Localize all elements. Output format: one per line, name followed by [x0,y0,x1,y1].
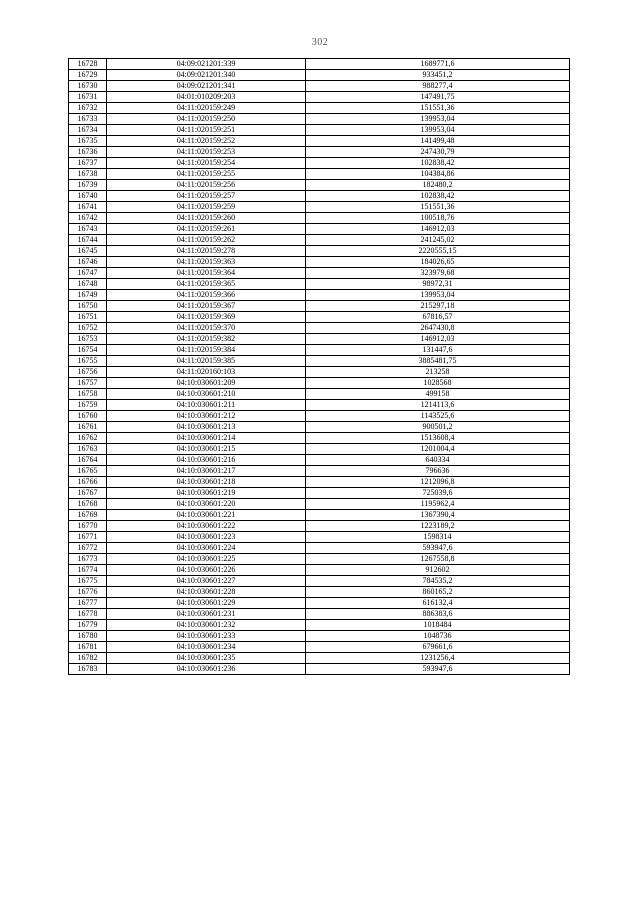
row-number-cell: 16782 [69,653,107,664]
table-row [69,114,570,125]
cadastral-value-cell: 67816,57 [306,312,570,323]
cadastral-value-cell: 146912,03 [306,334,570,345]
cadastral-number-cell: 04:11:020159:366 [107,290,306,301]
table-row [69,609,570,620]
row-number-cell: 16758 [69,389,107,400]
cadastral-value-cell: 725039,6 [306,488,570,499]
table-row [69,235,570,246]
table-row [69,554,570,565]
table-row [69,433,570,444]
row-number-cell: 16775 [69,576,107,587]
row-number-cell: 16781 [69,642,107,653]
cadastral-value-cell: 184026,65 [306,257,570,268]
cadastral-value-cell: 1143525,6 [306,411,570,422]
cadastral-value-cell: 933451,2 [306,70,570,81]
row-number-cell: 16742 [69,213,107,224]
row-number-cell: 16733 [69,114,107,125]
cadastral-number-cell: 04:10:030601:220 [107,499,306,510]
cadastral-value-cell: 1367390,4 [306,510,570,521]
table-row [69,642,570,653]
cadastral-value-table [68,58,570,675]
row-number-cell: 16745 [69,246,107,257]
cadastral-value-cell: 1018484 [306,620,570,631]
table-row [69,169,570,180]
table-row [69,59,570,70]
cadastral-number-cell: 04:10:030601:226 [107,565,306,576]
table-row [69,147,570,158]
cadastral-value-cell: 1201004,4 [306,444,570,455]
row-number-cell: 16756 [69,367,107,378]
row-number-cell: 16732 [69,103,107,114]
row-number-cell: 16751 [69,312,107,323]
table-row [69,664,570,675]
cadastral-number-cell: 04:10:030601:219 [107,488,306,499]
row-number-cell: 16755 [69,356,107,367]
table-row [69,191,570,202]
row-number-cell: 16769 [69,510,107,521]
cadastral-number-cell: 04:10:030601:227 [107,576,306,587]
row-number-cell: 16780 [69,631,107,642]
cadastral-number-cell: 04:01:010209:203 [107,92,306,103]
cadastral-value-cell: 1028568 [306,378,570,389]
cadastral-number-cell: 04:10:030601:222 [107,521,306,532]
cadastral-number-cell: 04:10:030601:213 [107,422,306,433]
cadastral-value-cell: 860165,2 [306,587,570,598]
row-number-cell: 16760 [69,411,107,422]
table-row [69,576,570,587]
cadastral-value-cell: 1214113,6 [306,400,570,411]
cadastral-number-cell: 04:10:030601:228 [107,587,306,598]
table-row [69,444,570,455]
cadastral-number-cell: 04:10:030601:217 [107,466,306,477]
cadastral-value-cell: 104384,86 [306,169,570,180]
cadastral-number-cell: 04:11:020159:251 [107,125,306,136]
cadastral-number-cell: 04:10:030601:233 [107,631,306,642]
table-row [69,103,570,114]
cadastral-number-cell: 04:11:020159:369 [107,312,306,323]
row-number-cell: 16759 [69,400,107,411]
row-number-cell: 16771 [69,532,107,543]
row-number-cell: 16783 [69,664,107,675]
table-body [69,59,570,675]
row-number-cell: 16778 [69,609,107,620]
row-number-cell: 16749 [69,290,107,301]
cadastral-number-cell: 04:11:020159:261 [107,224,306,235]
row-number-cell: 16764 [69,455,107,466]
cadastral-value-cell: 131447,6 [306,345,570,356]
cadastral-value-cell: 640334 [306,455,570,466]
table-row [69,70,570,81]
cadastral-value-cell: 679661,6 [306,642,570,653]
row-number-cell: 16744 [69,235,107,246]
row-number-cell: 16767 [69,488,107,499]
table-row [69,422,570,433]
row-number-cell: 16766 [69,477,107,488]
row-number-cell: 16774 [69,565,107,576]
cadastral-number-cell: 04:11:020159:260 [107,213,306,224]
row-number-cell: 16746 [69,257,107,268]
cadastral-value-cell: 1223189,2 [306,521,570,532]
table-row [69,477,570,488]
cadastral-value-cell: 182480,2 [306,180,570,191]
table-row [69,631,570,642]
cadastral-value-cell: 1689771,6 [306,59,570,70]
table-row [69,279,570,290]
table-row [69,202,570,213]
cadastral-number-cell: 04:10:030601:216 [107,455,306,466]
cadastral-value-cell: 1267558,8 [306,554,570,565]
row-number-cell: 16773 [69,554,107,565]
cadastral-number-cell: 04:11:020159:254 [107,158,306,169]
cadastral-number-cell: 04:11:020159:363 [107,257,306,268]
table-row [69,565,570,576]
cadastral-value-cell: 139953,04 [306,114,570,125]
cadastral-value-cell: 1513608,4 [306,433,570,444]
cadastral-number-cell: 04:10:030601:231 [107,609,306,620]
row-number-cell: 16777 [69,598,107,609]
row-number-cell: 16729 [69,70,107,81]
row-number-cell: 16779 [69,620,107,631]
cadastral-number-cell: 04:10:030601:211 [107,400,306,411]
row-number-cell: 16757 [69,378,107,389]
cadastral-value-cell: 616132,4 [306,598,570,609]
table-row [69,378,570,389]
cadastral-value-cell: 323979,68 [306,268,570,279]
table-row [69,587,570,598]
cadastral-value-cell: 141499,48 [306,136,570,147]
cadastral-number-cell: 04:11:020159:249 [107,103,306,114]
cadastral-number-cell: 04:11:020159:365 [107,279,306,290]
table-row [69,136,570,147]
cadastral-number-cell: 04:10:030601:221 [107,510,306,521]
cadastral-value-cell: 3885481,75 [306,356,570,367]
cadastral-value-cell: 139953,04 [306,125,570,136]
row-number-cell: 16743 [69,224,107,235]
table-row [69,510,570,521]
cadastral-number-cell: 04:11:020159:255 [107,169,306,180]
cadastral-value-cell: 146912,03 [306,224,570,235]
table-row [69,598,570,609]
cadastral-value-cell: 100518,76 [306,213,570,224]
cadastral-number-cell: 04:09:021201:340 [107,70,306,81]
row-number-cell: 16739 [69,180,107,191]
cadastral-number-cell: 04:11:020159:262 [107,235,306,246]
cadastral-value-cell: 213258 [306,367,570,378]
cadastral-value-cell: 593947,6 [306,664,570,675]
cadastral-number-cell: 04:11:020159:259 [107,202,306,213]
cadastral-number-cell: 04:10:030601:212 [107,411,306,422]
table-row [69,356,570,367]
row-number-cell: 16735 [69,136,107,147]
cadastral-value-cell: 886383,6 [306,609,570,620]
row-number-cell: 16752 [69,323,107,334]
cadastral-number-cell: 04:10:030601:218 [107,477,306,488]
table-row [69,81,570,92]
cadastral-number-cell: 04:10:030601:234 [107,642,306,653]
table-row [69,92,570,103]
cadastral-value-cell: 102838,42 [306,191,570,202]
row-number-cell: 16753 [69,334,107,345]
cadastral-number-cell: 04:10:030601:235 [107,653,306,664]
table-row [69,521,570,532]
table-row [69,620,570,631]
table-row [69,466,570,477]
cadastral-value-cell: 784535,2 [306,576,570,587]
row-number-cell: 16768 [69,499,107,510]
cadastral-number-cell: 04:11:020159:257 [107,191,306,202]
table-row [69,400,570,411]
table-row [69,499,570,510]
cadastral-number-cell: 04:09:021201:341 [107,81,306,92]
row-number-cell: 16734 [69,125,107,136]
cadastral-value-cell: 151551,36 [306,202,570,213]
row-number-cell: 16763 [69,444,107,455]
table-row [69,455,570,466]
table-row [69,268,570,279]
cadastral-number-cell: 04:11:020160:103 [107,367,306,378]
cadastral-number-cell: 04:10:030601:229 [107,598,306,609]
table-row [69,345,570,356]
cadastral-number-cell: 04:11:020159:252 [107,136,306,147]
table-row [69,180,570,191]
cadastral-number-cell: 04:10:030601:224 [107,543,306,554]
table-row [69,323,570,334]
row-number-cell: 16741 [69,202,107,213]
row-number-cell: 16731 [69,92,107,103]
cadastral-number-cell: 04:11:020159:253 [107,147,306,158]
cadastral-number-cell: 04:10:030601:214 [107,433,306,444]
row-number-cell: 16747 [69,268,107,279]
table-row [69,334,570,345]
cadastral-value-cell: 988277,4 [306,81,570,92]
table-row [69,257,570,268]
row-number-cell: 16737 [69,158,107,169]
row-number-cell: 16750 [69,301,107,312]
cadastral-number-cell: 04:11:020159:367 [107,301,306,312]
cadastral-number-cell: 04:09:021201:339 [107,59,306,70]
cadastral-number-cell: 04:11:020159:370 [107,323,306,334]
row-number-cell: 16770 [69,521,107,532]
cadastral-value-cell: 1231256,4 [306,653,570,664]
cadastral-value-cell: 912602 [306,565,570,576]
cadastral-value-cell: 215297,18 [306,301,570,312]
page-number: 302 [311,37,329,48]
cadastral-value-cell: 1195962,4 [306,499,570,510]
cadastral-value-cell: 900501,2 [306,422,570,433]
row-number-cell: 16736 [69,147,107,158]
row-number-cell: 16772 [69,543,107,554]
cadastral-value-cell: 2647430,8 [306,323,570,334]
cadastral-number-cell: 04:11:020159:364 [107,268,306,279]
cadastral-number-cell: 04:10:030601:215 [107,444,306,455]
cadastral-value-cell: 1048736 [306,631,570,642]
row-number-cell: 16761 [69,422,107,433]
cadastral-number-cell: 04:11:020159:384 [107,345,306,356]
cadastral-number-cell: 04:11:020159:278 [107,246,306,257]
cadastral-number-cell: 04:10:030601:232 [107,620,306,631]
cadastral-number-cell: 04:10:030601:209 [107,378,306,389]
cadastral-value-cell: 139953,04 [306,290,570,301]
table-row [69,488,570,499]
row-number-cell: 16754 [69,345,107,356]
row-number-cell: 16765 [69,466,107,477]
table-row [69,301,570,312]
table-row [69,290,570,301]
table-row [69,158,570,169]
cadastral-number-cell: 04:11:020159:250 [107,114,306,125]
row-number-cell: 16740 [69,191,107,202]
table-row [69,224,570,235]
table-row [69,312,570,323]
row-number-cell: 16730 [69,81,107,92]
cadastral-value-cell: 151551,36 [306,103,570,114]
cadastral-value-cell: 147491,75 [306,92,570,103]
table-row [69,411,570,422]
table-row [69,246,570,257]
table-row [69,653,570,664]
cadastral-number-cell: 04:11:020159:385 [107,356,306,367]
cadastral-value-cell: 247430,79 [306,147,570,158]
table-row [69,367,570,378]
cadastral-value-cell: 593947,6 [306,543,570,554]
cadastral-value-cell: 1598314 [306,532,570,543]
cadastral-number-cell: 04:10:030601:225 [107,554,306,565]
row-number-cell: 16762 [69,433,107,444]
cadastral-number-cell: 04:11:020159:256 [107,180,306,191]
cadastral-value-cell: 796636 [306,466,570,477]
row-number-cell: 16748 [69,279,107,290]
table-row [69,213,570,224]
cadastral-value-cell: 499158 [306,389,570,400]
cadastral-value-cell: 102838,42 [306,158,570,169]
cadastral-value-cell: 1212096,8 [306,477,570,488]
row-number-cell: 16728 [69,59,107,70]
table-row [69,125,570,136]
cadastral-number-cell: 04:10:030601:236 [107,664,306,675]
row-number-cell: 16738 [69,169,107,180]
cadastral-value-cell: 2220555,15 [306,246,570,257]
cadastral-number-cell: 04:10:030601:210 [107,389,306,400]
table-row [69,389,570,400]
table-row [69,532,570,543]
cadastral-number-cell: 04:10:030601:223 [107,532,306,543]
cadastral-value-cell: 98972,31 [306,279,570,290]
cadastral-value-cell: 241245,02 [306,235,570,246]
row-number-cell: 16776 [69,587,107,598]
table-row [69,543,570,554]
cadastral-number-cell: 04:11:020159:382 [107,334,306,345]
